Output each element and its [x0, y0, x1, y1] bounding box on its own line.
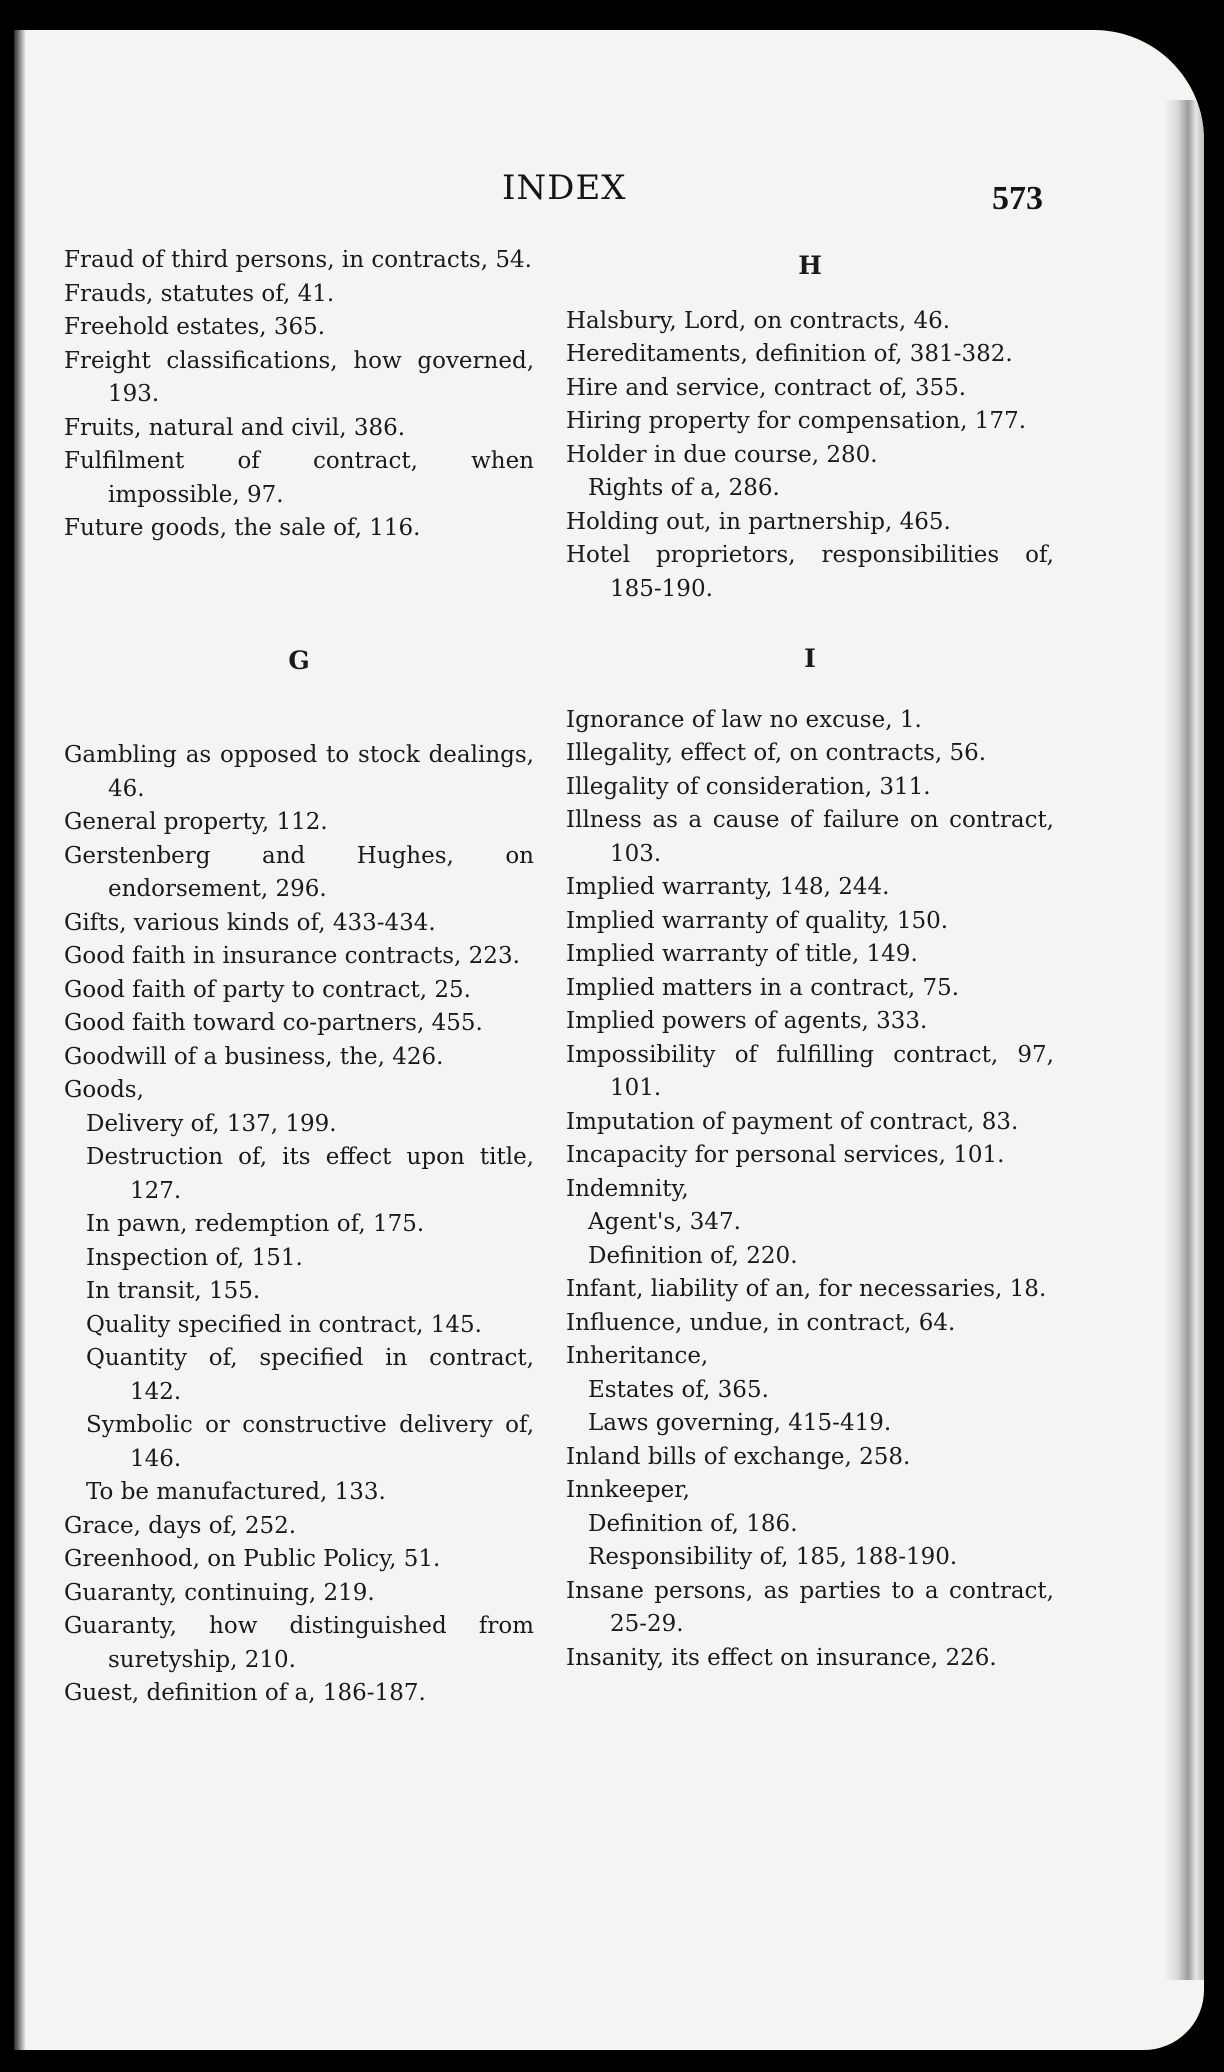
index-column-left: [64, 244, 534, 1711]
page-title: INDEX: [502, 168, 627, 208]
index-entry: Greenhood, on Public Policy, 51.: [64, 1546, 441, 1572]
index-entry: Fraud of third persons, in contracts, 54.: [64, 247, 532, 273]
index-entry: Indemnity,: [566, 1175, 689, 1202]
index-subentry: Agent's, 347.: [588, 1209, 741, 1235]
index-subentry: In pawn, redemption of, 175.: [86, 1211, 425, 1237]
index-entry: Gerstenberg and Hughes, on endorsement, 296.: [64, 842, 534, 902]
index-entry: Hereditaments, definition of, 381-382.: [566, 341, 1013, 367]
index-entry: Grace, days of, 252.: [64, 1512, 297, 1539]
index-entry: Goodwill of a business, the, 426.: [64, 1043, 444, 1070]
index-entry: Guest, definition of a, 186-187.: [64, 1680, 426, 1706]
index-subentry: Quality specified in contract, 145.: [86, 1311, 482, 1338]
index-entry: Inland bills of exchange, 258.: [566, 1443, 911, 1470]
index-entry: Gambling as opposed to stock dealings, 46.: [64, 742, 534, 802]
index-entry: Holding out, in partnership, 465.: [566, 508, 951, 535]
index-entry: Ignorance of law no excuse, 1.: [566, 706, 922, 733]
index-subentry: Inspection of, 151.: [86, 1244, 303, 1271]
index-entry: Implied warranty of quality, 150.: [566, 907, 949, 934]
section-letter-g: G: [288, 645, 310, 675]
index-entry: Fruits, natural and civil, 386.: [64, 414, 406, 441]
index-entry: Frauds, statutes of, 41.: [64, 280, 335, 307]
index-entry: Hotel proprietors, responsibilities of, 185-190.: [566, 542, 1054, 602]
index-entry: Guaranty, how distinguished from suretyship, 210.: [64, 1613, 534, 1673]
index-subentry: Rights of a, 286.: [588, 475, 780, 501]
index-entry: Insane persons, as parties to a contract, 25-29.: [566, 1577, 1054, 1637]
index-entry: Illegality of consideration, 311.: [566, 773, 931, 800]
index-entry: Good faith in insurance contracts, 223.: [64, 943, 520, 969]
index-entry: Freight classifications, how governed, 193.: [64, 347, 534, 407]
index-entry: Good faith toward co-partners, 455.: [64, 1010, 483, 1036]
index-entry: Innkeeper,: [566, 1477, 690, 1503]
book-page: [14, 30, 1204, 2050]
index-subentry: Destruction of, its effect upon title, 127.: [86, 1144, 534, 1204]
index-entry: Guaranty, continuing, 219.: [64, 1579, 375, 1606]
index-entry: Implied warranty, 148, 244.: [566, 874, 890, 900]
index-entry: Hiring property for compensation, 177.: [566, 408, 1027, 434]
index-entry: Future goods, the sale of, 116.: [64, 515, 421, 541]
index-subentry: Laws governing, 415-419.: [588, 1410, 892, 1436]
page-number: 573: [992, 180, 1043, 217]
index-subentry: Delivery of, 137, 199.: [86, 1110, 337, 1137]
index-entry: Implied matters in a contract, 75.: [566, 974, 960, 1001]
index-subentry: Responsibility of, 185, 188-190.: [588, 1544, 958, 1570]
index-entry: Halsbury, Lord, on contracts, 46.: [566, 307, 951, 334]
index-subentry: Estates of, 365.: [588, 1376, 769, 1403]
index-entry: Gifts, various kinds of, 433-434.: [64, 909, 436, 936]
index-subentry: Definition of, 220.: [588, 1242, 798, 1269]
index-entry: Infant, liability of an, for necessaries, 18.: [566, 1276, 1047, 1302]
index-subentry: Definition of, 186.: [588, 1510, 798, 1537]
section-letter-i: I: [804, 644, 816, 673]
index-subentry: In transit, 155.: [86, 1278, 261, 1304]
index-entry: Hire and service, contract of, 355.: [566, 374, 967, 401]
index-entry: Fulfilment of contract, when impossible, 97.: [64, 448, 534, 508]
index-subentry: Symbolic or constructive delivery of, 146.: [86, 1412, 534, 1472]
index-entry: Inheritance,: [566, 1343, 709, 1369]
index-entry: Implied warranty of title, 149.: [566, 941, 918, 967]
page-edge: [1164, 100, 1204, 1980]
index-entry: Impossibility of fulfilling contract, 97, 101.: [566, 1041, 1054, 1101]
index-entry: Illegality, effect of, on contracts, 56.: [566, 740, 987, 766]
index-entry: Influence, undue, in contract, 64.: [566, 1309, 956, 1336]
index-entry: Good faith of party to contract, 25.: [64, 976, 471, 1003]
index-subentry: Quantity of, specified in contract, 142.: [86, 1345, 534, 1405]
section-letter-h: H: [798, 251, 822, 280]
index-entry: Insanity, its effect on insurance, 226.: [566, 1644, 997, 1671]
index-subentry: To be manufactured, 133.: [86, 1479, 386, 1505]
index-entry: Incapacity for personal services, 101.: [566, 1142, 1005, 1168]
index-column-right: [566, 249, 1054, 1675]
index-entry: General property, 112.: [64, 809, 328, 835]
index-entry: Imputation of payment of contract, 83.: [566, 1108, 1019, 1135]
index-entry: Implied powers of agents, 333.: [566, 1008, 928, 1034]
index-entry: Freehold estates, 365.: [64, 314, 326, 340]
index-entry: Holder in due course, 280.: [566, 441, 878, 468]
index-entry: Illness as a cause of failure on contract, 103.: [566, 807, 1054, 867]
index-entry: Goods,: [64, 1077, 144, 1103]
spine-shadow: [14, 30, 26, 2050]
